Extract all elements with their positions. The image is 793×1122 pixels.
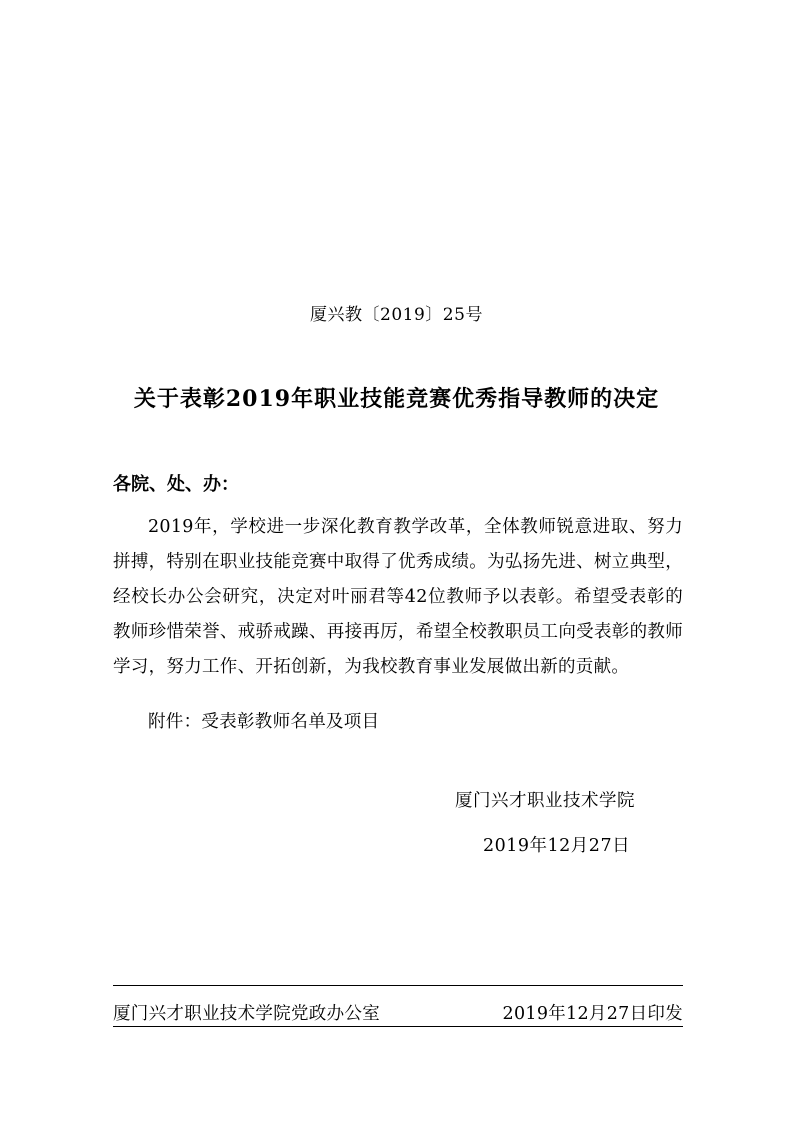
salutation: 各院、处、办： (113, 474, 239, 495)
attachment-line: 附件：受表彰教师名单及项目 (148, 712, 380, 732)
document-title: 关于表彰2019年职业技能竞赛优秀指导教师的决定 (133, 386, 660, 412)
footer-issuer: 厦门兴才职业技术学院党政办公室 (113, 1004, 380, 1024)
footer-bottom-rule (113, 1026, 683, 1027)
footer (113, 1000, 683, 1025)
document-number: 厦兴教〔2019〕25号 (310, 305, 483, 325)
footer-issue-date: 2019年12月27日印发 (502, 1004, 683, 1024)
footer-top-rule (113, 985, 683, 986)
body-paragraph: 2019年，学校进一步深化教育教学改革，全体教师锐意进取、努力拼搏，特别在职业技能竞赛中取得了优秀成绩。为弘扬先进、树立典型，经校长办公会研究，决定对叶丽君等42位教师予以表彰。希望受表彰的教师珍惜荣誉、戒骄戒躁、再接再厉，希望全校教职员工向受表彰的教师学习，努力工作、开拓创新，为我校教育事业发展做出新的贡献。 (113, 517, 683, 677)
signature-organization: 厦门兴才职业技术学院 (455, 791, 635, 811)
signature-date: 2019年12月27日 (483, 836, 631, 856)
